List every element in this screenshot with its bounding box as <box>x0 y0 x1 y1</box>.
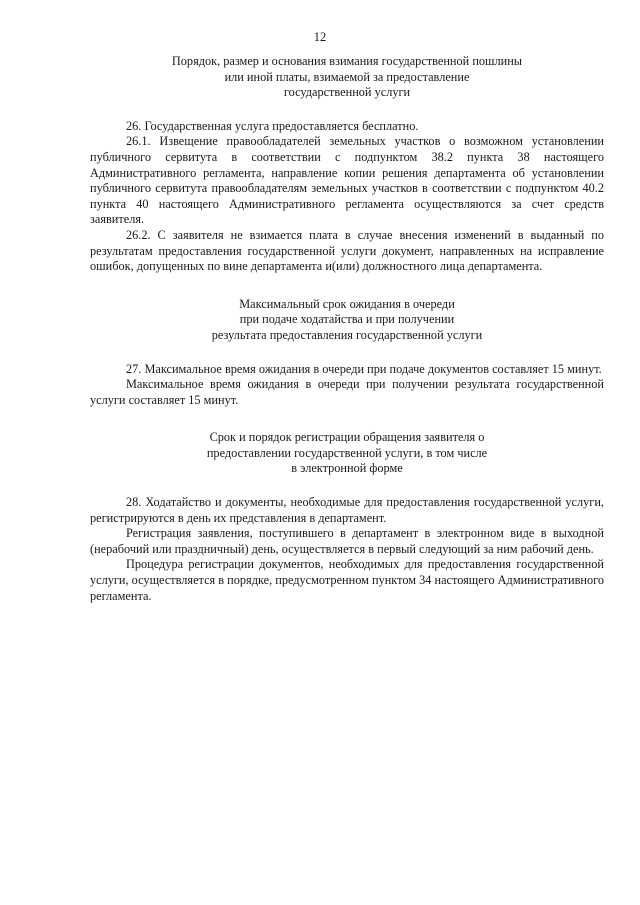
heading-line: Срок и порядок регистрации обращения заявителя о <box>209 430 485 445</box>
paragraph-27: 27. Максимальное время ожидания в очереди при подаче документов составляет 15 минут. <box>126 361 602 376</box>
section-heading-fee <box>90 54 604 101</box>
paragraph-26-1: 26.1. Извещение правообладателей земельных участков о возможном установлении публичного сервитута в соответствии с подпунктом 38.2 пункта 38 настоящего Административного регламента, направление копии решения департамента об установлении публичного сервитута правообладателям земельных участков в соответствии с подпунктом 40.2 пункта 40 настоящего Административного регламента осуществляются за счет средств заявителя. <box>90 134 604 227</box>
heading-line: предоставлении государственной услуги, в том числе <box>206 445 488 460</box>
heading-line: результата предоставления государственной услуги <box>211 327 483 342</box>
section-heading-registration <box>90 430 604 477</box>
paragraph-28-electronic: Регистрация заявления, поступившего в департамент в электронном виде в выходной (нерабочий или праздничный) день, осуществляется в первый следующий за ним рабочий день. <box>90 526 604 556</box>
paragraph-26-2: 26.2. С заявителя не взимается плата в случае внесения изменений в выданный по результатам предоставления государственной услуги документ, направленных на исправление ошибок, допущенных по вине департамента и(или) должностного лица департамента. <box>90 227 604 274</box>
paragraph-28-procedure: Процедура регистрации документов, необходимых для предоставления государственной услуги, осуществляется в порядке, предусмотренном пунктом 34 настоящего Административного регламента. <box>90 557 604 603</box>
heading-line: Порядок, размер и основания взимания государственной пошлины <box>171 54 523 68</box>
section-heading-queue <box>90 297 604 344</box>
heading-line: или иной платы, взимаемой за предоставление <box>224 69 470 84</box>
paragraph-26: 26. Государственная услуга предоставляется бесплатно. <box>126 118 419 133</box>
paragraph-27-result: Максимальное время ожидания в очереди при получении результата государственной услуги составляет 15 минут. <box>90 377 604 407</box>
heading-line: в электронной форме <box>291 461 403 476</box>
heading-line: при подаче ходатайства и при получении <box>239 312 455 327</box>
heading-line: государственной услуги <box>283 85 411 100</box>
page-number: 12 <box>313 30 327 44</box>
paragraph-28: 28. Ходатайство и документы, необходимые для предоставления государственной услуги, регистрируются в день их представления в департамент. <box>90 495 604 525</box>
heading-line: Максимальный срок ожидания в очереди <box>239 296 455 311</box>
document-body <box>90 54 604 604</box>
